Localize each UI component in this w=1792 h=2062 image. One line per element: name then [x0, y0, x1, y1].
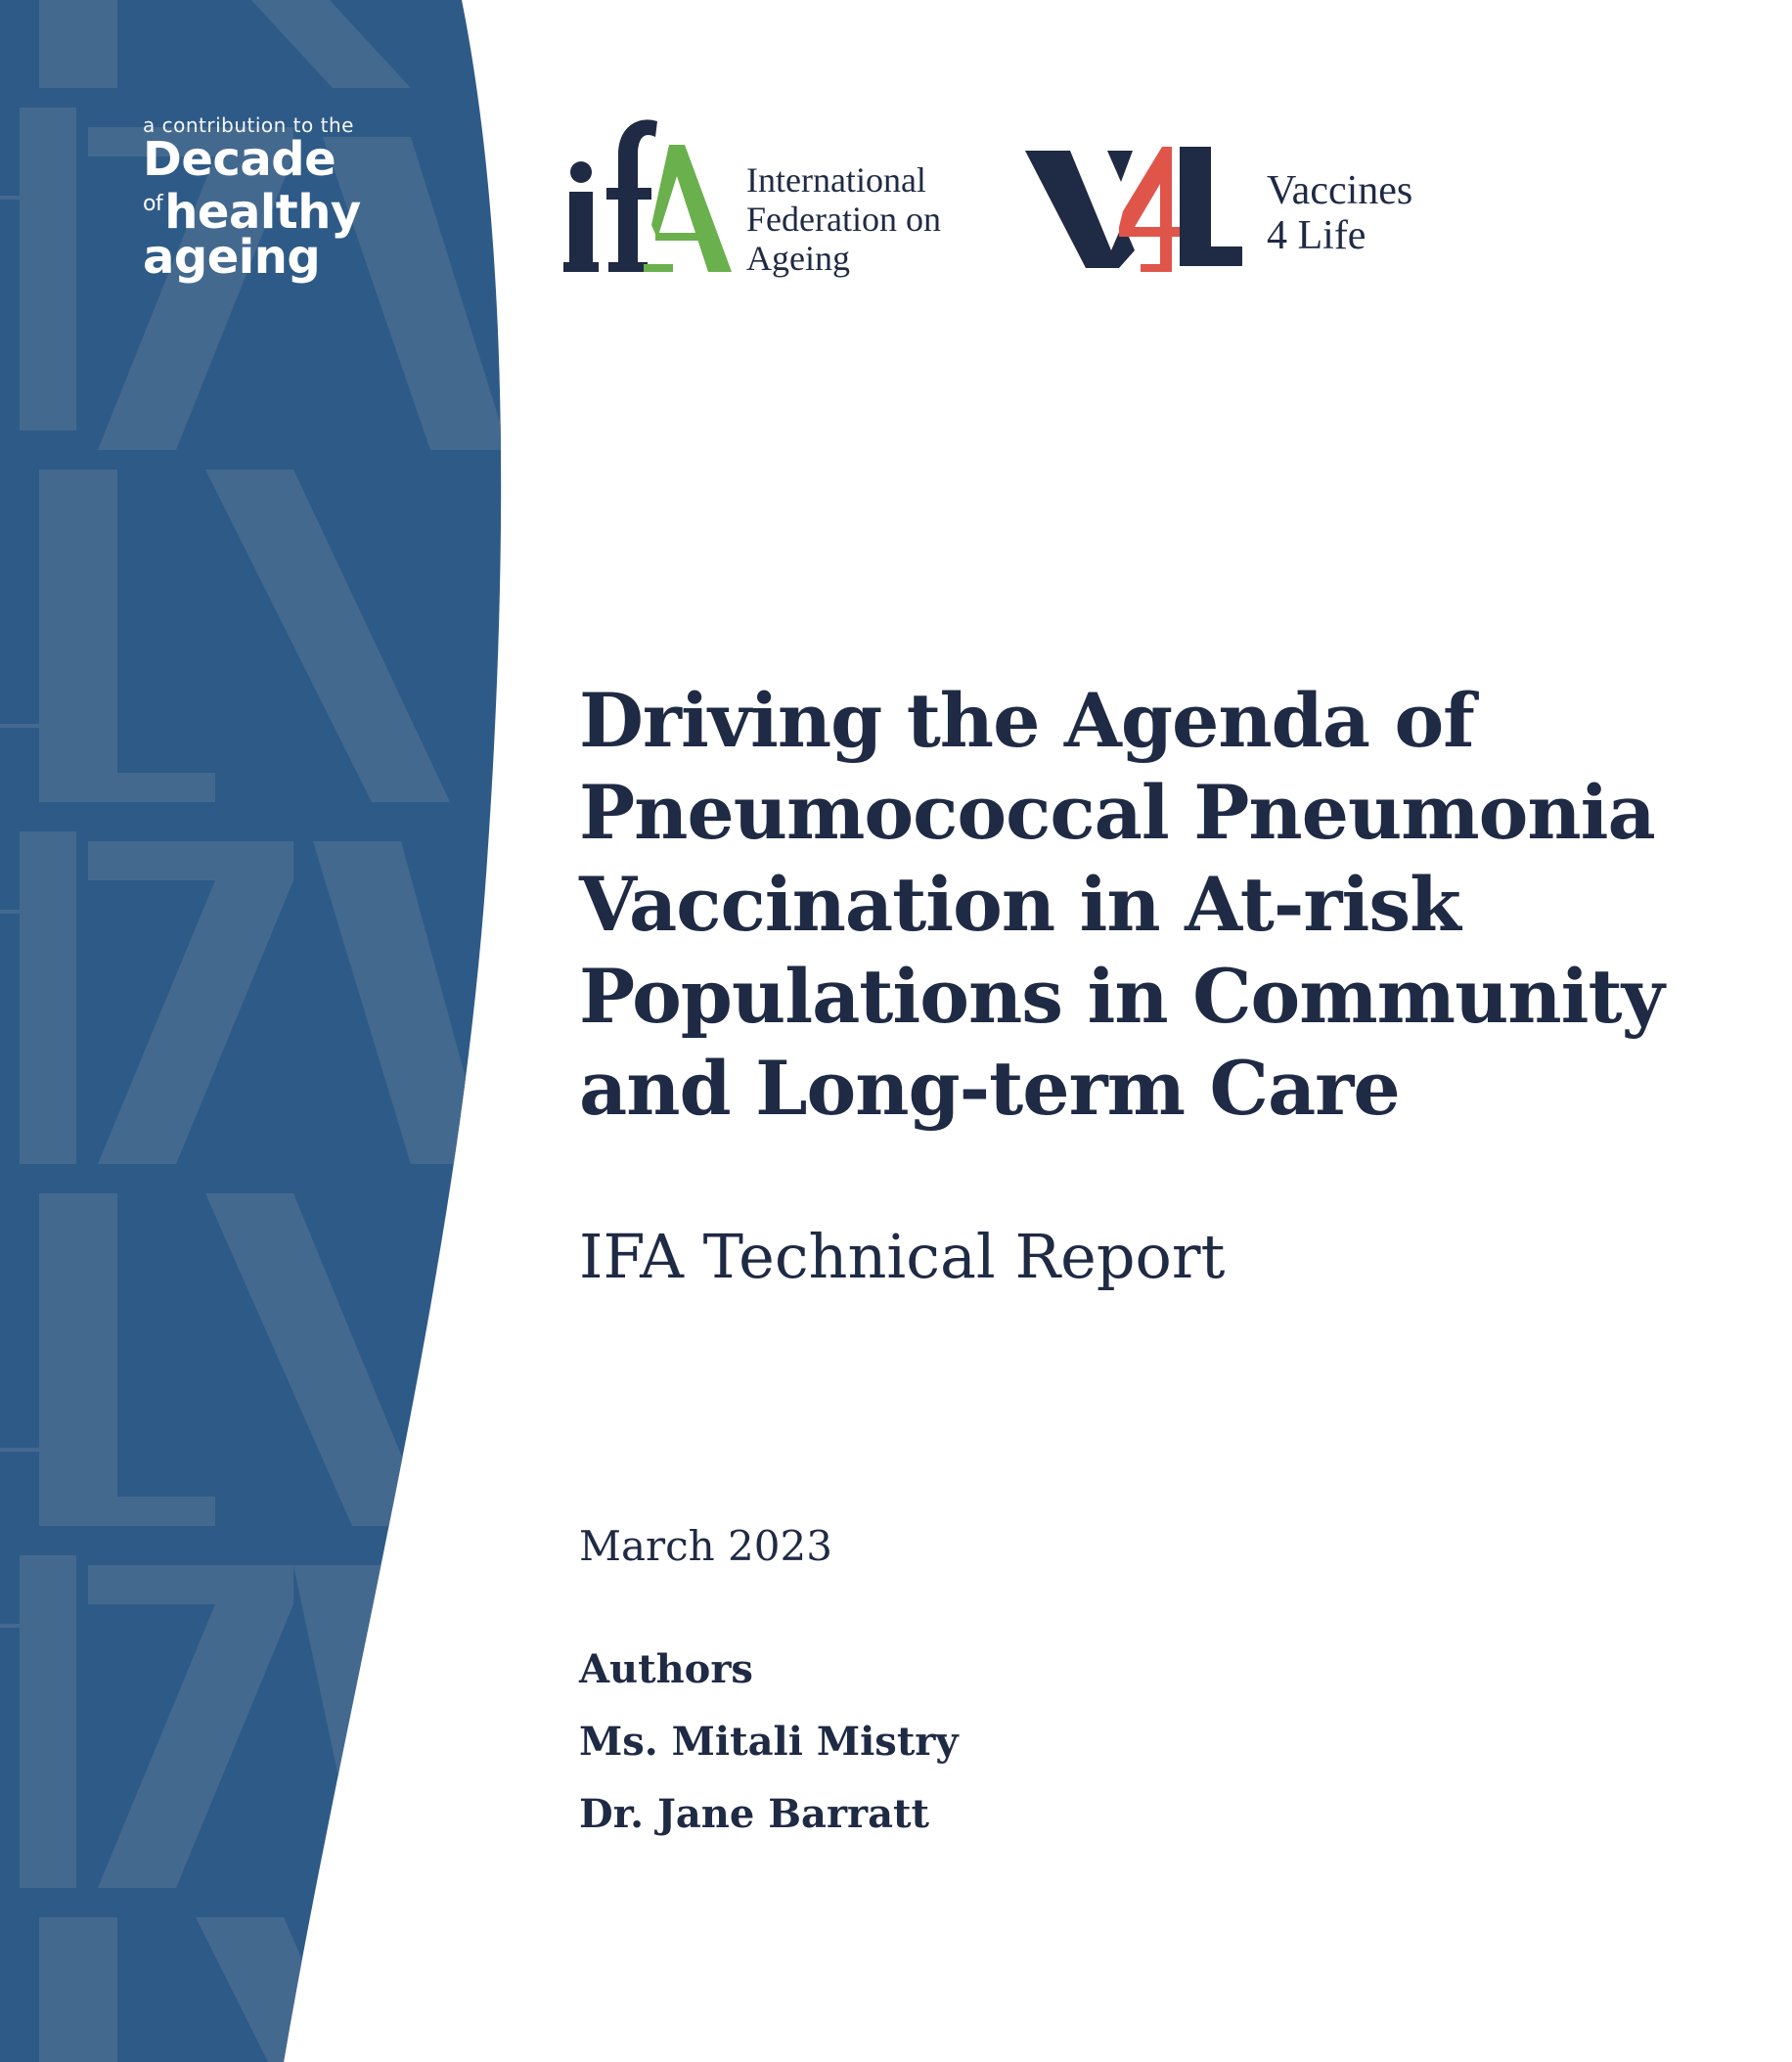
authors-heading: Authors [579, 1646, 753, 1692]
ifa-name-line: Federation on [746, 200, 941, 239]
decade-logo-word-healthy: healthy [164, 185, 361, 240]
v4l-name-line: 4 Life [1267, 213, 1366, 258]
v4l-name-line: Vaccines [1267, 168, 1413, 213]
decade-of-healthy-ageing-logo [143, 113, 361, 285]
ifa-name-line: Ageing [746, 239, 850, 278]
decade-logo-tagline: a contribution to the [143, 113, 354, 137]
report-subtitle: IFA Technical Report [579, 1221, 1226, 1292]
author-name: Dr. Jane Barratt [579, 1791, 929, 1837]
ifa-logo-mark [561, 115, 734, 274]
report-title: Driving the Agenda of Pneumococcal Pneumonia Vaccination in At-risk Populations in Community and Long-term Care [579, 677, 1664, 1132]
decade-logo-word-decade: Decade [143, 132, 336, 187]
ifa-name-line: International [746, 160, 926, 200]
report-date: March 2023 [579, 1522, 832, 1570]
decade-logo-line-healthy [143, 182, 361, 240]
authors-block [579, 1634, 959, 1851]
decade-logo-word-of: of [143, 192, 163, 216]
ifa-logo-name [746, 160, 941, 278]
author-name: Ms. Mitali Mistry [579, 1719, 959, 1765]
decade-logo-word-ageing: ageing [143, 230, 321, 285]
v4l-logo-name [1267, 168, 1412, 258]
v4l-logo-mark [1025, 143, 1242, 276]
